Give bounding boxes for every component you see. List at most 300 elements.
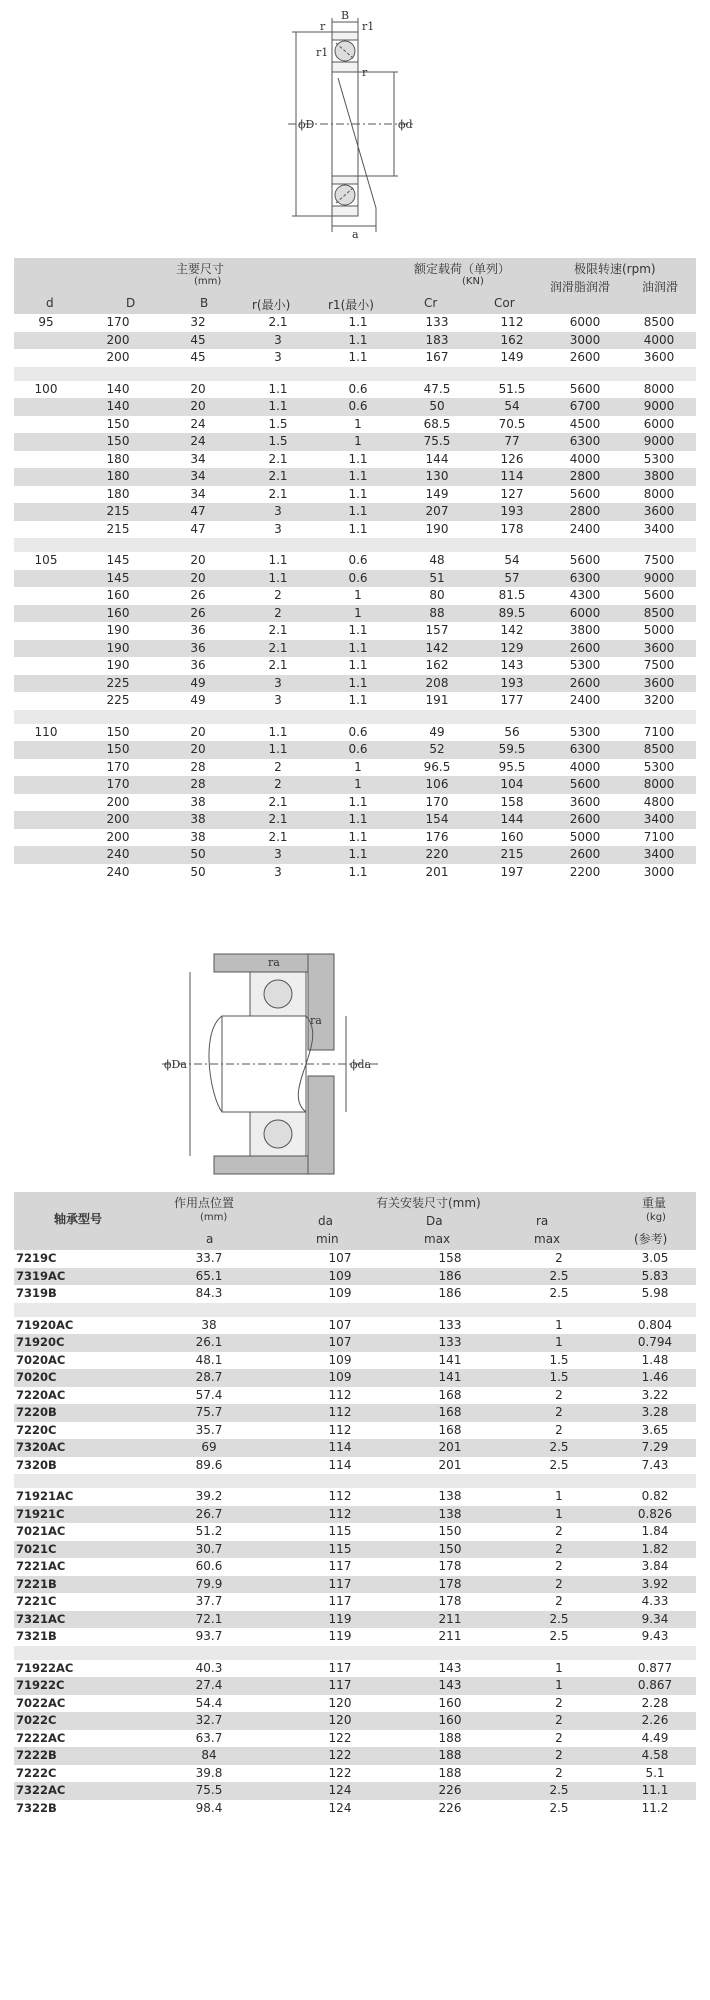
cell-D: 170: [78, 776, 158, 794]
cell-Cor: 59.5: [476, 741, 548, 759]
cell-Da-max: 226: [438, 1800, 462, 1815]
cell-grease-speed: 6300: [548, 433, 622, 451]
cell-oil-speed: 5300: [643, 451, 675, 466]
header-a: a: [206, 1232, 214, 1246]
cell-Da-max: 133: [396, 1334, 504, 1352]
cell-a: 32.7: [134, 1712, 284, 1730]
header-max1: max: [424, 1232, 451, 1246]
cell-Cr: 157: [425, 623, 449, 637]
cell-d: [14, 433, 78, 451]
cell-r: 3: [238, 332, 318, 350]
separator-cell: [14, 1646, 696, 1660]
cell-oil-speed: 3600: [622, 503, 696, 521]
cell-Da-max: 178: [438, 1594, 462, 1608]
cell-model: 71921AC: [16, 1489, 74, 1503]
cell-Cr: 106: [398, 776, 476, 794]
cell-da-min: 119: [328, 1629, 352, 1643]
cell-weight: 5.1: [645, 1765, 665, 1780]
cell-r: 1.1: [268, 553, 288, 567]
cell-d: [14, 605, 78, 623]
table-row: [14, 1422, 696, 1440]
header-point: 作用点位置: [174, 1196, 235, 1210]
cell-model: 7221C: [16, 1594, 57, 1608]
cell-a: 48.1: [195, 1352, 223, 1367]
cell-r1: 1.1: [318, 503, 398, 521]
table-row: [14, 1457, 696, 1475]
cell-model: 7320B: [16, 1457, 57, 1472]
cell-Da-max: 150: [396, 1541, 504, 1559]
cell-r1: 1.1: [318, 675, 398, 693]
cell-D: 200: [106, 350, 130, 364]
cell-D: 200: [78, 332, 158, 350]
cell-weight: 11.2: [641, 1800, 669, 1815]
cell-oil-speed: 3800: [622, 468, 696, 486]
label-phi-da: ϕda: [350, 1058, 372, 1071]
mounting-dimension-diagram: [160, 952, 400, 1178]
cell-model: 71922AC: [16, 1660, 74, 1675]
cell-Da-max: 160: [396, 1712, 504, 1730]
table-row: [14, 692, 696, 710]
cell-model: 7322AC: [14, 1782, 134, 1800]
cell-ra-max: 2: [504, 1404, 614, 1422]
cell-Cr: 183: [398, 332, 476, 350]
cell-oil-speed: 9000: [622, 433, 696, 451]
cell-weight: 4.49: [641, 1730, 669, 1745]
header-Cor: Cor: [494, 296, 515, 310]
cell-ra-max: 2: [504, 1747, 614, 1765]
cell-da-min: 117: [284, 1677, 396, 1695]
cell-oil-speed: 7500: [643, 658, 675, 672]
cell-Cor: 70.5: [498, 416, 526, 431]
cell-r: 2.1: [268, 794, 288, 809]
cell-Cr: 208: [398, 675, 476, 693]
cell-weight: 9.34: [614, 1611, 696, 1629]
cell-B: 20: [190, 381, 206, 396]
cell-r: 2: [238, 776, 318, 794]
cell-a: 35.7: [195, 1422, 223, 1437]
cell-ra-max: 1: [504, 1334, 614, 1352]
cell-d: [14, 675, 78, 693]
cell-model: 7221B: [14, 1576, 134, 1594]
cell-oil-speed: 5600: [643, 588, 675, 602]
table-row: [14, 724, 696, 742]
cell-model: 7021AC: [16, 1524, 66, 1538]
cell-Cor: 54: [476, 398, 548, 416]
cell-Cr: 49: [429, 724, 445, 739]
cell-da-min: 120: [328, 1695, 352, 1710]
mounting-section-drawing: [160, 952, 400, 1178]
cell-d: [14, 741, 78, 759]
cell-oil-speed: 3400: [622, 846, 696, 864]
cell-grease-speed: 4300: [569, 588, 601, 602]
cell-Cor: 144: [476, 811, 548, 829]
cell-Cr: 133: [425, 315, 449, 329]
cell-B: 45: [158, 332, 238, 350]
cell-a: 65.1: [134, 1268, 284, 1286]
cell-Cor: 193: [476, 675, 548, 693]
cell-Cr: 75.5: [398, 433, 476, 451]
cell-d: [14, 398, 78, 416]
cell-r: 2.1: [268, 486, 288, 501]
cell-r1: 1.1: [348, 486, 368, 501]
cell-Da-max: 211: [396, 1611, 504, 1629]
table-row: [14, 776, 696, 794]
cell-weight: 5.98: [641, 1286, 669, 1300]
cell-Da-max: 160: [438, 1695, 462, 1710]
cell-B: 20: [190, 724, 206, 739]
cell-d: [14, 622, 78, 640]
cell-Cor: 89.5: [476, 605, 548, 623]
cell-da-min: 107: [328, 1251, 352, 1265]
cell-da-min: 117: [328, 1559, 352, 1573]
cell-D: 140: [78, 398, 158, 416]
cell-r: 1.5: [268, 416, 288, 431]
cell-d: [14, 416, 78, 434]
table-row: [14, 552, 696, 570]
cell-a: 26.7: [134, 1506, 284, 1524]
cell-grease-speed: 2600: [548, 675, 622, 693]
cell-d: [14, 570, 78, 588]
cell-model: 7220B: [14, 1404, 134, 1422]
mounting-dimensions-table: [14, 1192, 696, 1817]
cell-d: [14, 759, 78, 777]
table-row: [14, 349, 696, 367]
cell-Da-max: 186: [438, 1286, 462, 1300]
cell-grease-speed: 5600: [569, 381, 601, 396]
table-row: [14, 759, 696, 777]
cell-D: 150: [78, 741, 158, 759]
cell-Da-max: 141: [438, 1352, 462, 1367]
cell-ra-max: 1: [555, 1317, 563, 1332]
cell-model: 7020C: [14, 1369, 134, 1387]
table-row: [14, 1250, 696, 1268]
cell-Cr: 48: [429, 553, 445, 567]
cell-d: [14, 521, 78, 539]
cell-Cor: 104: [476, 776, 548, 794]
label-phi-d: ϕd: [398, 118, 413, 131]
cell-r1: 1: [318, 776, 398, 794]
header-ref: (参考): [634, 1232, 668, 1246]
cell-Cr: 80: [429, 588, 445, 602]
table2-header: [14, 1192, 696, 1250]
table-row: [14, 1558, 696, 1576]
cell-ra-max: 2.5: [504, 1268, 614, 1286]
cell-a: 39.8: [195, 1765, 223, 1780]
cell-Da-max: 226: [396, 1782, 504, 1800]
cell-a: 26.1: [134, 1334, 284, 1352]
cell-B: 49: [158, 675, 238, 693]
cell-model: 7220C: [16, 1422, 57, 1437]
cell-oil-speed: 7500: [643, 553, 675, 567]
separator-cell: [14, 1303, 696, 1317]
table-row: [14, 622, 696, 640]
table-row: [14, 314, 696, 332]
cell-Da-max: 178: [438, 1559, 462, 1573]
cell-oil-speed: 3600: [643, 350, 675, 364]
table-row: [14, 381, 696, 399]
cell-d: [14, 692, 78, 710]
cell-grease-speed: 4000: [569, 759, 601, 774]
cell-a: 69: [134, 1439, 284, 1457]
table-row: [14, 1747, 696, 1765]
cell-grease-speed: 4000: [569, 451, 601, 466]
cell-B: 38: [158, 811, 238, 829]
cell-d: [14, 864, 78, 882]
cell-D: 180: [106, 486, 130, 501]
cell-Cr: 52: [398, 741, 476, 759]
cell-weight: 0.877: [637, 1660, 673, 1675]
cell-Da-max: 143: [438, 1660, 462, 1675]
cell-r1: 0.6: [318, 570, 398, 588]
cell-r: 1.5: [238, 433, 318, 451]
cell-d: 100: [34, 381, 58, 396]
cell-Da-max: 143: [396, 1677, 504, 1695]
cell-grease-speed: 6000: [548, 605, 622, 623]
cell-grease-speed: 4500: [569, 416, 601, 431]
cell-D: 190: [106, 658, 130, 672]
cell-D: 215: [78, 503, 158, 521]
cell-Cor: 158: [500, 794, 524, 809]
cell-B: 20: [158, 570, 238, 588]
label-r1-left: r1: [316, 46, 329, 59]
cell-r1: 1.1: [348, 315, 368, 329]
cell-Cor: 57: [476, 570, 548, 588]
cell-d: [14, 503, 78, 521]
cell-r1: 1.1: [318, 846, 398, 864]
cell-ra-max: 1.5: [549, 1352, 569, 1367]
cell-a: 39.2: [195, 1489, 223, 1503]
cell-weight: 3.22: [641, 1387, 669, 1402]
cell-grease-speed: 2600: [548, 640, 622, 658]
cell-grease-speed: 3600: [569, 794, 601, 809]
table-row: [14, 1660, 696, 1678]
cell-oil-speed: 7100: [643, 829, 675, 844]
header-max2: max: [534, 1232, 561, 1246]
cell-B: 36: [190, 623, 206, 637]
cell-a: 38: [201, 1317, 217, 1332]
cell-Cor: 126: [500, 451, 524, 466]
header-Cr: Cr: [424, 296, 438, 310]
header-ra: ra: [536, 1214, 549, 1228]
group-separator: [14, 538, 696, 552]
table-row: [14, 570, 696, 588]
cell-r: 1.1: [268, 724, 288, 739]
cell-model: 7222AC: [16, 1730, 66, 1745]
cell-ra-max: 2: [504, 1576, 614, 1594]
cell-Cr: 191: [425, 693, 449, 707]
cell-grease-speed: 5000: [569, 829, 601, 844]
cell-Da-max: 138: [438, 1489, 462, 1503]
table-row: [14, 675, 696, 693]
cell-Cr: 154: [398, 811, 476, 829]
cell-da-min: 114: [284, 1439, 396, 1457]
cell-Cor: 54: [504, 553, 520, 567]
table-row: [14, 1439, 696, 1457]
cell-model: 7321B: [16, 1629, 57, 1643]
cell-ra-max: 2: [555, 1559, 563, 1573]
cell-B: 34: [190, 451, 206, 466]
cell-Da-max: 201: [438, 1457, 462, 1472]
cell-weight: 7.43: [641, 1457, 669, 1472]
header-oil: 油润滑: [642, 280, 679, 294]
cell-r1: 1.1: [348, 658, 368, 672]
cell-Cor: 95.5: [498, 759, 526, 774]
cell-D: 240: [78, 846, 158, 864]
cell-model: 7319AC: [14, 1268, 134, 1286]
cell-model: 7022AC: [16, 1695, 66, 1710]
cell-ra-max: 2: [555, 1524, 563, 1538]
cell-oil-speed: 5300: [643, 759, 675, 774]
cell-ra-max: 2: [555, 1695, 563, 1710]
cell-Da-max: 141: [396, 1369, 504, 1387]
cell-r1: 1.1: [318, 811, 398, 829]
cell-r1: 1.1: [318, 640, 398, 658]
cell-a: 40.3: [195, 1660, 223, 1675]
cell-D: 240: [106, 864, 130, 879]
cell-d: [14, 657, 78, 675]
cell-d: [14, 794, 78, 812]
table-row: [14, 433, 696, 451]
table-row: [14, 1369, 696, 1387]
cell-ra-max: 1: [504, 1506, 614, 1524]
cell-weight: 3.92: [614, 1576, 696, 1594]
cell-D: 190: [78, 640, 158, 658]
cell-weight: 2.26: [614, 1712, 696, 1730]
header-main-unit: (mm): [194, 276, 222, 287]
cell-r: 3: [274, 693, 282, 707]
cell-Cr: 144: [425, 451, 449, 466]
header-r1: r1(最小): [328, 298, 374, 312]
table-row: [14, 640, 696, 658]
cell-Cr: 88: [398, 605, 476, 623]
cell-Cor: 77: [476, 433, 548, 451]
table-row: [14, 468, 696, 486]
cell-Cor: 177: [500, 693, 524, 707]
cell-Da-max: 168: [438, 1422, 462, 1437]
cell-d: [14, 640, 78, 658]
cell-ra-max: 1.5: [504, 1369, 614, 1387]
cell-da-min: 115: [328, 1524, 352, 1538]
cell-ra-max: 2: [555, 1594, 563, 1608]
cell-B: 26: [190, 588, 206, 602]
cell-r: 2.1: [238, 468, 318, 486]
cell-oil-speed: 9000: [622, 398, 696, 416]
cell-oil-speed: 8500: [643, 315, 675, 329]
cell-B: 34: [158, 468, 238, 486]
separator-cell: [14, 538, 696, 552]
cell-Cr: 96.5: [423, 759, 451, 774]
separator-cell: [14, 367, 696, 381]
cell-grease-speed: 2800: [548, 503, 622, 521]
cell-Cr: 50: [398, 398, 476, 416]
cell-a: 89.6: [195, 1457, 223, 1472]
cell-oil-speed: 4000: [622, 332, 696, 350]
cell-B: 20: [158, 741, 238, 759]
table-row: [14, 846, 696, 864]
cell-ra-max: 1: [555, 1489, 563, 1503]
table-row: [14, 416, 696, 434]
cell-r1: 1: [354, 588, 362, 602]
cell-oil-speed: 9000: [622, 570, 696, 588]
cell-grease-speed: 6700: [548, 398, 622, 416]
cell-oil-speed: 4800: [643, 794, 675, 809]
cell-da-min: 117: [284, 1576, 396, 1594]
cell-a: 72.1: [134, 1611, 284, 1629]
cell-model: 7320AC: [14, 1439, 134, 1457]
cell-r1: 0.6: [348, 553, 368, 567]
header-B: B: [200, 296, 209, 310]
cell-oil-speed: 7100: [643, 724, 675, 739]
cell-D: 150: [106, 416, 130, 431]
cell-Cr: 51: [398, 570, 476, 588]
cell-Cr: 149: [425, 486, 449, 501]
table-row: [14, 1782, 696, 1800]
table-row: [14, 1387, 696, 1405]
table-row: [14, 811, 696, 829]
cell-D: 215: [106, 521, 130, 536]
cell-D: 160: [106, 588, 130, 602]
cell-grease-speed: 2600: [548, 846, 622, 864]
cell-Cr: 142: [398, 640, 476, 658]
cell-Da-max: 178: [396, 1576, 504, 1594]
cell-d: 110: [34, 724, 58, 739]
cell-da-min: 120: [284, 1712, 396, 1730]
cell-Cr: 190: [425, 521, 449, 536]
cell-a: 79.9: [134, 1576, 284, 1594]
cell-Cor: 160: [500, 829, 524, 844]
cell-d: [14, 829, 78, 847]
table1-body: [14, 314, 696, 881]
cell-B: 28: [158, 776, 238, 794]
cell-r: 2: [274, 588, 282, 602]
cell-oil-speed: 3600: [622, 640, 696, 658]
cell-d: [14, 587, 78, 605]
cell-Cr: 47.5: [423, 381, 451, 396]
cell-da-min: 112: [328, 1387, 352, 1402]
cell-Cor: 149: [500, 350, 524, 364]
cell-D: 140: [106, 381, 130, 396]
table-row: [14, 486, 696, 504]
header-point-unit: (mm): [200, 1212, 228, 1223]
cell-weight: 5.83: [614, 1268, 696, 1286]
cell-weight: 4.33: [641, 1594, 669, 1608]
cell-model: 71920AC: [16, 1317, 74, 1332]
cell-Da-max: 168: [396, 1404, 504, 1422]
table-row: [14, 1506, 696, 1524]
table-row: [14, 1541, 696, 1559]
cell-Da-max: 188: [396, 1747, 504, 1765]
cell-a: 30.7: [134, 1541, 284, 1559]
cell-r: 2.1: [238, 640, 318, 658]
cell-weight: 7.29: [614, 1439, 696, 1457]
cell-Cr: 201: [425, 864, 449, 879]
cell-weight: 9.43: [641, 1629, 669, 1643]
cell-oil-speed: 5000: [643, 623, 675, 637]
cell-model: 71920C: [14, 1334, 134, 1352]
cell-D: 180: [78, 468, 158, 486]
table-row: [14, 587, 696, 605]
cell-r: 2.1: [268, 829, 288, 844]
table-row: [14, 605, 696, 623]
cell-model: 7322B: [16, 1800, 57, 1815]
cell-model: 7022C: [14, 1712, 134, 1730]
table-row: [14, 1488, 696, 1506]
cell-da-min: 114: [328, 1457, 352, 1472]
cell-ra-max: 2.5: [549, 1457, 569, 1472]
header-r: r(最小): [252, 298, 291, 312]
cell-da-min: 122: [328, 1730, 352, 1745]
cell-a: 93.7: [195, 1629, 223, 1643]
